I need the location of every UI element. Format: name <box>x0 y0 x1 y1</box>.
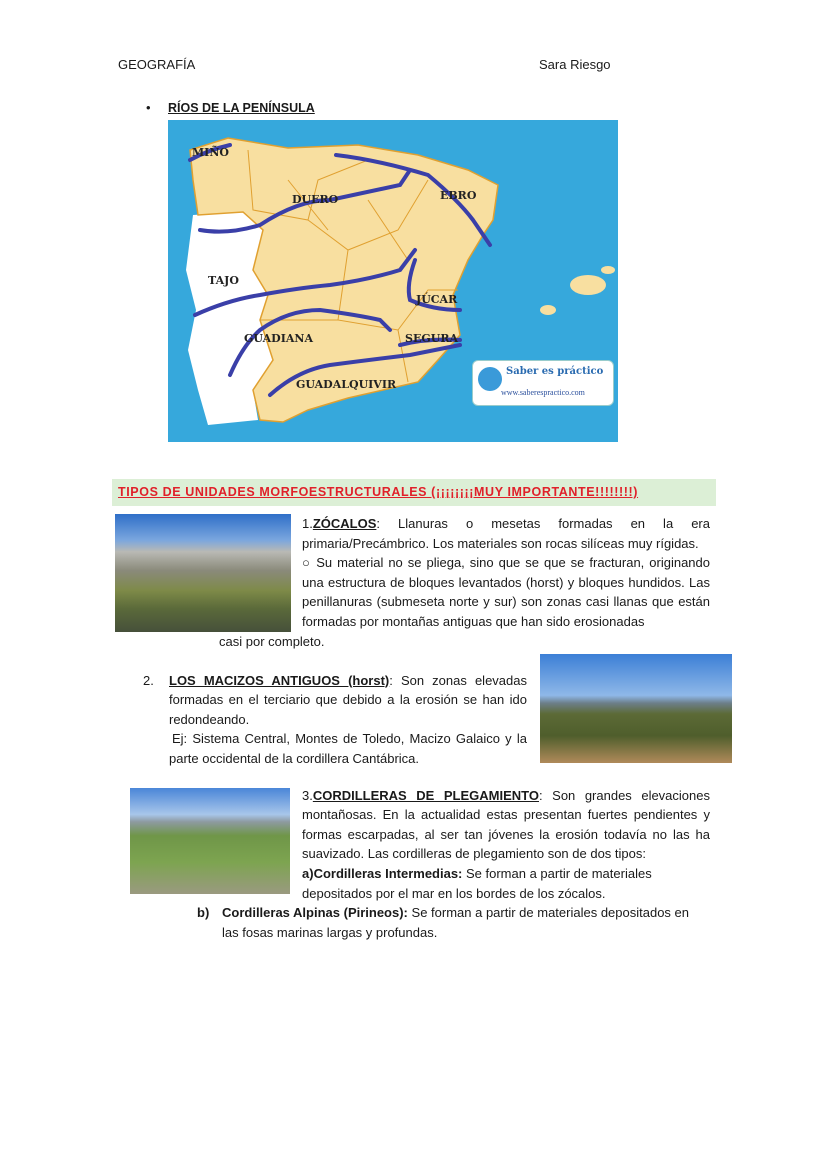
label-tajo: TAJO <box>208 274 239 287</box>
macizos-text: Son zonas elevadas formadas en el terciario que debido a la erosión se han ido redondeando. <box>169 672 527 727</box>
zocalos-title: ZÓCALOS <box>312 516 377 531</box>
type-b-body <box>222 903 707 942</box>
type-b <box>112 903 710 942</box>
cordilleras-section <box>112 786 716 943</box>
zocalos-section <box>112 514 716 652</box>
morphostructural-banner <box>112 479 716 506</box>
label-duero: DUERO <box>292 193 339 206</box>
morphostructural-content <box>112 479 716 942</box>
cordilleras-photo <box>130 788 290 894</box>
zocalos-text: Llanuras o mesetas formadas en la era primaria/Precámbrico. Los materiales son rocas silíceas muy rígidas. <box>302 516 710 551</box>
colon: : <box>538 787 543 803</box>
label-mino: MIÑO <box>192 146 229 159</box>
zocalos-number: 1. <box>302 516 313 531</box>
macizos-paragraph <box>169 671 527 769</box>
zocalos-photo <box>115 514 291 632</box>
type-a-name: Cordilleras Intermedias: <box>313 865 463 881</box>
type-b-text: Se forman a partir de materiales depositados en las fosas marinas largas y profundas. <box>222 905 690 940</box>
logo-name: Saber es práctico <box>506 366 604 377</box>
type-a-marker: a) <box>302 865 314 881</box>
label-guadiana: GUADIANA <box>244 332 313 345</box>
colon: : <box>389 672 393 688</box>
section-title-rivers: RÍOS DE LA PENÍNSULA <box>168 101 315 115</box>
cordilleras-number: 3. <box>302 787 313 803</box>
label-guadalquivir: GUADALQUIVIR <box>296 378 397 391</box>
header-author: Sara Riesgo <box>539 57 611 72</box>
label-segura: SEGURA <box>405 332 458 345</box>
type-b-marker-text: b) <box>197 905 210 921</box>
macizos-section <box>112 671 716 769</box>
colon: : <box>376 516 381 531</box>
cordilleras-text: Son grandes elevaciones montañosas. En la actualidad estas presentan fuertes pendientes y formas escarpadas, al ser tan jóvenes la erosión todavía no las ha suavizado. Las cordilleras de plegamiento son de dos tipos: <box>302 787 710 862</box>
saber-es-practico-logo <box>472 360 614 406</box>
logo-globe-icon <box>478 367 502 391</box>
label-jucar: JÚCAR <box>416 293 458 306</box>
bullet: • <box>146 100 151 115</box>
header-subject: GEOGRAFÍA <box>118 57 196 72</box>
label-ebro: EBRO <box>440 189 477 202</box>
type-b-name: Cordilleras Alpinas (Pirineos): <box>222 905 408 921</box>
banner-title: TIPOS DE UNIDADES MORFOESTRUCTURALES (¡¡¡¡¡¡¡¡MUY IMPORTANTE!!!!!!!!) <box>118 485 639 499</box>
macizos-number: 2. <box>143 672 154 688</box>
macizos-example: Ej: Sistema Central, Montes de Toledo, Macizo Galaico y la parte occidental de la cordillera Cantábrica. <box>169 731 527 766</box>
zocalos-tail: casi por completo. <box>219 634 325 649</box>
logo-url: www.saberespractico.com <box>501 388 585 397</box>
type-b-marker <box>197 903 222 942</box>
type-a-text: Se forman a partir de materiales depositados por el mar en los bordes de los zócalos. <box>302 865 652 901</box>
macizos-photo <box>540 654 732 763</box>
macizos-title: LOS MACIZOS ANTIGUOS (horst) <box>169 672 390 688</box>
zocalos-subpoint: ○ Su material no se pliega, sino que se que se fracturan, originando una estructura de bloques levantados (horst) y bloques hundidos. Las penillanuras (submeseta norte y sur) son zonas casi llanas que están formadas por montañas antiguas que han sido erosionadas <box>302 555 710 629</box>
cordilleras-title: CORDILLERAS DE PLEGAMIENTO <box>312 787 539 803</box>
rivers-map <box>168 120 618 442</box>
